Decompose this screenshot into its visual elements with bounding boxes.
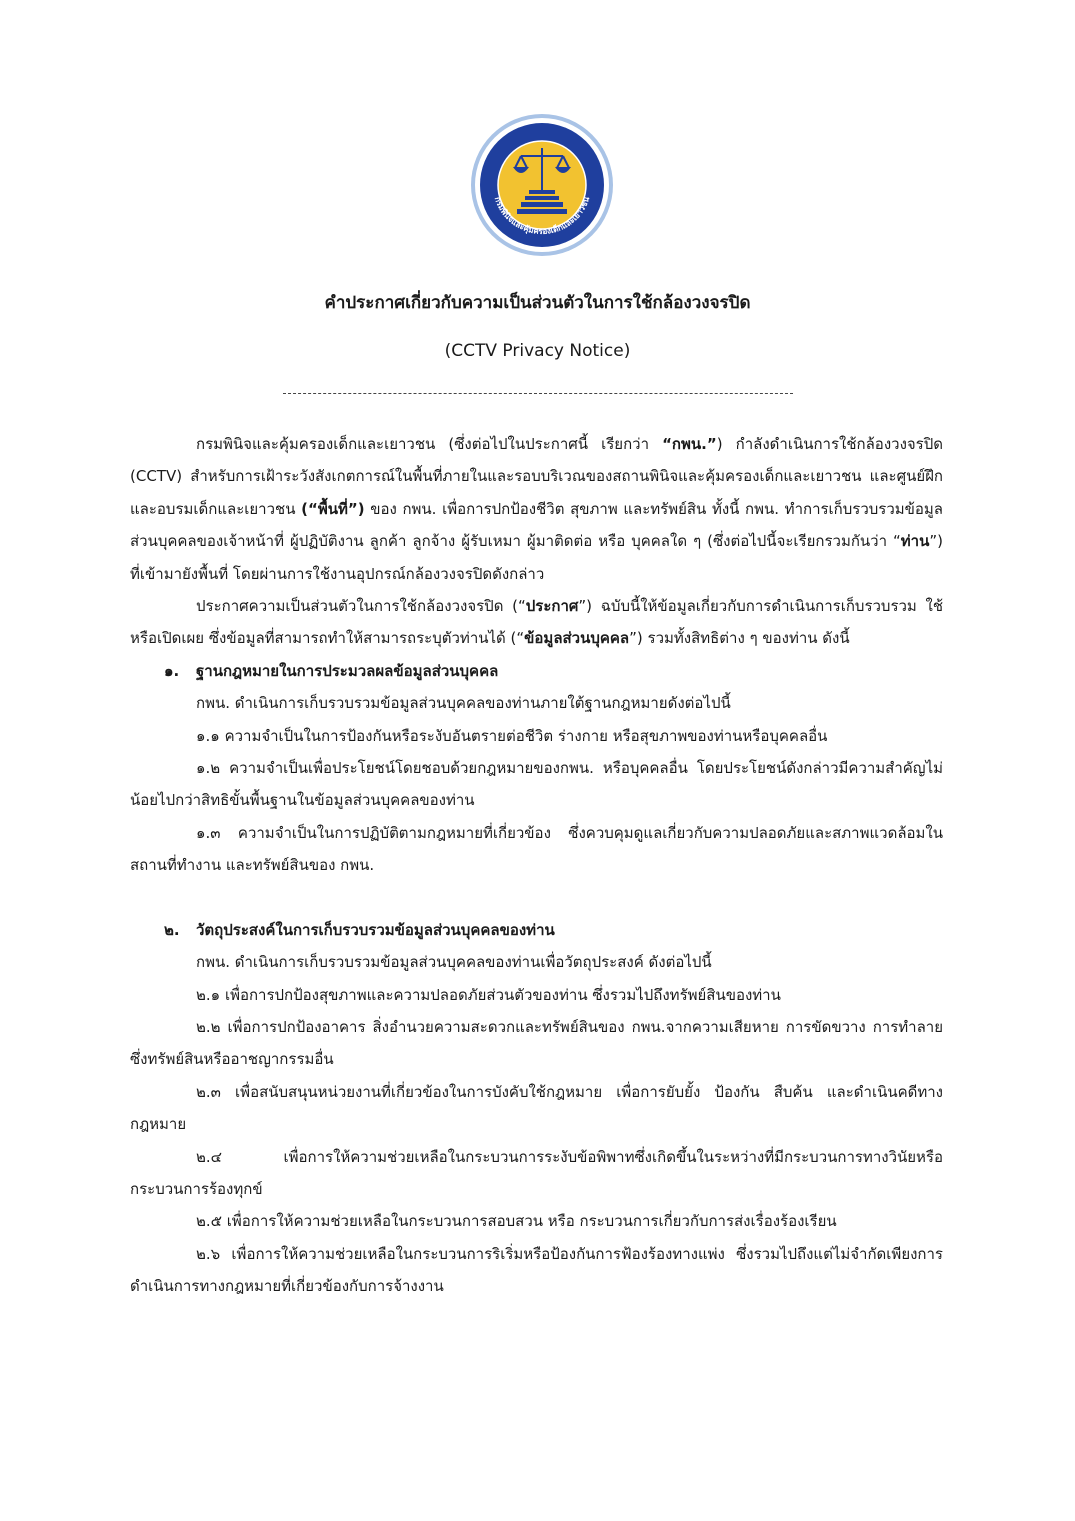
- section-1-item: ๑.๓ ความจำเป็นในการปฏิบัติตามกฎหมายที่เกี่ยวข้อง ซึ่งควบคุมดูแลเกี่ยวกับความปลอดภัยและสภาพแวดล้อมในสถานที่ทำงาน และทรัพย์สินของ กพน.: [130, 823, 943, 875]
- section-2-lead: กพน. ดำเนินการเก็บรวบรวมข้อมูลส่วนบุคคลของท่านเพื่อวัตถุประสงค์ ดังต่อไปนี้: [196, 953, 712, 972]
- section-1-heading: ๑. ฐานกฎหมายในการประมวลผลข้อมูลส่วนบุคคล: [164, 661, 499, 680]
- section-2-heading: ๒. วัตถุประสงค์ในการเก็บรวบรวมข้อมูลส่วนบุคคลของท่าน: [164, 920, 555, 939]
- department-logo: [469, 112, 615, 258]
- section-2-item: ๒.๑ เพื่อการปกป้องสุขภาพและความปลอดภัยส่วนตัวของท่าน ซึ่งรวมไปถึงทรัพย์สินของท่าน: [196, 985, 781, 1004]
- section-2-item: ๒.๔ เพื่อการให้ความช่วยเหลือในกระบวนการระงับข้อพิพาทซึ่งเกิดขึ้นในระหว่างที่มีกระบวนการทางวินัยหรือกระบวนการร้องทุกข์: [130, 1147, 943, 1198]
- section-1-lead: กพน. ดำเนินการเก็บรวบรวมข้อมูลส่วนบุคคลของท่านภายใต้ฐานกฎหมายดังต่อไปนี้: [196, 694, 731, 713]
- intro-paragraph-1: กรมพินิจและคุ้มครองเด็กและเยาวชน (ซึ่งต่อไปในประกาศนี้ เรียกว่า “กพน.”) กำลังดำเนินการใช้กล้องวงจรปิด (CCTV) สำหรับการเฝ้าระวังสังเกตการณ์ในพื้นที่ภายในและรอบบริเวณของสถานพินิจและคุ้มครองเด็กและเยาวชน และศูนย์ฝึกและอบรมเด็กและเยาวชน (“พื้นที่”) ของ กพน. เพื่อการปกป้องชีวิต สุขภาพ และทรัพย์สิน ทั้งนี้ กพน. ทำการเก็บรวบรวมข้อมูลส่วนบุคคลของเจ้าหน้าที่ ผู้ปฏิบัติงาน ลูกค้า ลูกจ้าง ผู้รับเหมา ผู้มาติดต่อ หรือ บุคคลใด ๆ (ซึ่งต่อไปนี้จะเรียกรวมกันว่า “ท่าน”) ที่เข้ามายังพื้นที่ โดยผ่านการใช้งานอุปกรณ์กล้องวงจรปิดดังกล่าว: [130, 435, 943, 583]
- divider: [283, 393, 793, 394]
- page-subtitle: (CCTV Privacy Notice): [444, 341, 631, 361]
- section-2-item: ๒.๕ เพื่อการให้ความช่วยเหลือในกระบวนการสอบสวน หรือ กระบวนการเกี่ยวกับการส่งเรื่องร้องเรียน: [196, 1212, 837, 1231]
- section-1-item: ๑.๒ ความจำเป็นเพื่อประโยชน์โดยชอบด้วยกฎหมายของกพน. หรือบุคคลอื่น โดยประโยชน์ดังกล่าวมีความสำคัญไม่น้อยไปกว่าสิทธิขั้นพื้นฐานในข้อมูลส่วนบุคคลของท่าน: [130, 759, 943, 810]
- document-body: [130, 428, 943, 1303]
- page-title: คำประกาศเกี่ยวกับความเป็นส่วนตัวในการใช้กล้องวงจรปิด: [324, 293, 751, 313]
- section-gap: [130, 882, 943, 914]
- section-2-item: ๒.๒ เพื่อการปกป้องอาคาร สิ่งอำนวยความสะดวกและทรัพย์สินของ กพน.จากความเสียหาย การขัดขวาง การทำลายซึ่งทรัพย์สินหรืออาชญากรรมอื่น: [130, 1017, 943, 1069]
- section-1-item: ๑.๑ ความจำเป็นในการป้องกันหรือระงับอันตรายต่อชีวิต ร่างกาย หรือสุขภาพของท่านหรือบุคคลอื่น: [196, 726, 828, 745]
- intro-paragraph-2: ประกาศความเป็นส่วนตัวในการใช้กล้องวงจรปิด (“ประกาศ”) ฉบับนี้ให้ข้อมูลเกี่ยวกับการดำเนินการเก็บรวบรวม ใช้หรือเปิดเผย ซึ่งข้อมูลที่สามารถทำให้สามารถระบุตัวท่านได้ (“ข้อมูลส่วนบุคคล”) รวมทั้งสิทธิต่าง ๆ ของท่าน ดังนี้: [130, 597, 943, 648]
- section-2-item: ๒.๖ เพื่อการให้ความช่วยเหลือในกระบวนการริเริ่มหรือป้องกันการฟ้องร้องทางแพ่ง ซึ่งรวมไปถึงแต่ไม่จำกัดเพียงการดำเนินการทางกฎหมายที่เกี่ยวข้องกับการจ้างงาน: [130, 1244, 943, 1296]
- department-seal-icon: [469, 112, 615, 258]
- section-2-item: ๒.๓ เพื่อสนับสนุนหน่วยงานที่เกี่ยวข้องในการบังคับใช้กฎหมาย เพื่อการยับยั้ง ป้องกัน สืบค้น และดำเนินคดีทางกฎหมาย: [130, 1082, 943, 1134]
- seal-ring-text: กรมพินิจและคุ้มครองเด็กและเยาวชน: [492, 195, 592, 237]
